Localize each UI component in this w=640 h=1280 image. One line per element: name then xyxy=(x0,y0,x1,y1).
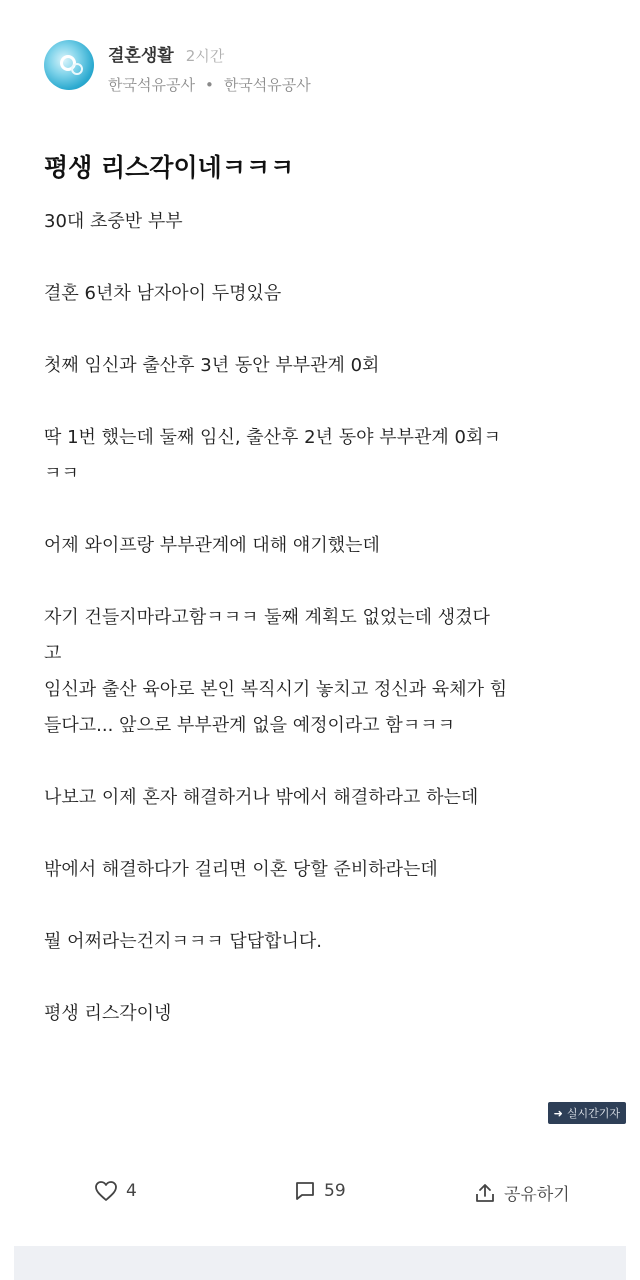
body-line: 30대 초중반 부부 xyxy=(44,211,183,232)
body-line: 딱 1번 했는데 둘째 임신, 출산후 2년 동야 부부관계 0회ㅋ xyxy=(44,427,501,448)
like-count: 4 xyxy=(126,1181,137,1201)
body-line: 고 xyxy=(44,643,62,664)
body-line: 어제 와이프랑 부부관계에 대해 얘기했는데 xyxy=(44,535,380,556)
body-line: 평생 리스각이넹 xyxy=(44,1003,172,1024)
post-actions xyxy=(0,1172,640,1216)
channel-name[interactable]: 결혼생활 xyxy=(108,46,174,66)
meta-row-author xyxy=(108,74,311,95)
body-line: 밖에서 해결하다가 걸리면 이혼 당할 준비하라는데 xyxy=(44,859,438,880)
meta-row-channel xyxy=(108,41,311,66)
share-button[interactable] xyxy=(474,1180,570,1205)
post-meta xyxy=(108,41,311,95)
bottom-section-divider xyxy=(14,1246,626,1280)
body-line: 자기 건들지마라고함ㅋㅋㅋ 둘째 계획도 없었는데 생겼다 xyxy=(44,607,490,628)
comment-button[interactable] xyxy=(294,1180,346,1202)
body-line: ㅋㅋ xyxy=(44,463,79,484)
share-icon xyxy=(474,1182,496,1204)
body-line: 첫째 임신과 출산후 3년 동안 부부관계 0회 xyxy=(44,355,380,376)
author-company[interactable]: 한국석유공사 xyxy=(223,76,311,94)
body-line: 임신과 출산 육아로 본인 복직시기 놓치고 정신과 육체가 힘 xyxy=(44,679,508,700)
watermark-text: 실시간기자 xyxy=(566,1107,620,1120)
author-name[interactable]: 한국석유공사 xyxy=(108,76,195,94)
body-line: 뭘 어쩌라는건지ㅋㅋㅋ 답답합니다. xyxy=(44,931,322,952)
watermark xyxy=(548,1102,626,1124)
heart-icon xyxy=(94,1180,118,1202)
like-button[interactable] xyxy=(94,1180,137,1202)
post-time: 2시간 xyxy=(185,47,225,65)
channel-avatar[interactable] xyxy=(44,40,94,90)
ring-icon-secondary xyxy=(71,63,83,75)
watermark-logo-icon: ➜ xyxy=(553,1106,563,1120)
body-line: 결혼 6년차 남자아이 두명있음 xyxy=(44,283,282,304)
meta-separator: • xyxy=(204,75,214,94)
comment-count: 59 xyxy=(324,1181,346,1201)
share-label: 공유하기 xyxy=(504,1185,570,1205)
post-title: 평생 리스각이네ㅋㅋㅋ xyxy=(44,153,295,182)
post-header xyxy=(44,40,311,95)
comment-icon xyxy=(294,1180,316,1202)
body-line: 나보고 이제 혼자 해결하거나 밖에서 해결하라고 하는데 xyxy=(44,787,479,808)
body-line: 들다고... 앞으로 부부관계 없을 예정이라고 함ㅋㅋㅋ xyxy=(44,715,455,736)
post-body xyxy=(44,204,604,1032)
